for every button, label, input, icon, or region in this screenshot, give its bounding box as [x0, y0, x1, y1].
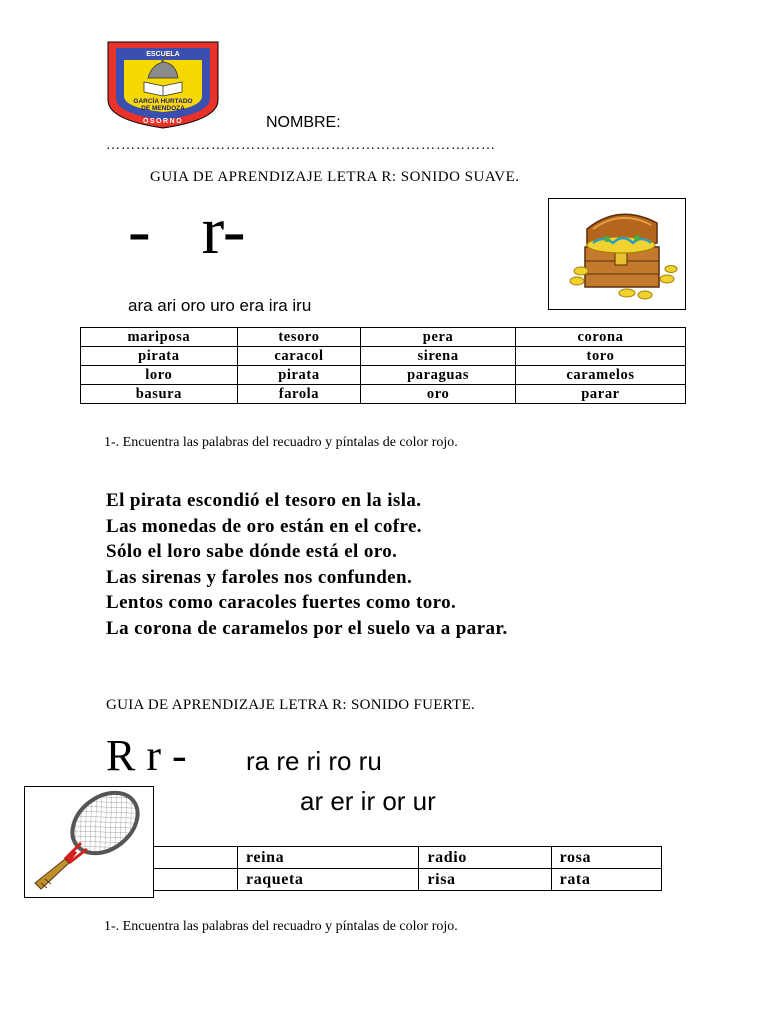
table-cell: pirata — [237, 366, 361, 385]
logo-top-text: ESCUELA — [146, 51, 180, 58]
table-cell: farola — [237, 385, 361, 404]
table-cell: loro — [81, 366, 238, 385]
table-row — [137, 847, 662, 869]
treasure-chest-image — [548, 198, 686, 310]
table-cell: pirata — [81, 347, 238, 366]
table-cell: sirena — [361, 347, 516, 366]
table-row — [137, 869, 662, 891]
table-cell: paraguas — [361, 366, 516, 385]
syllables-suave: ara ari oro uro era ira iru — [128, 296, 312, 315]
instruction-suave: 1-. Encuentra las palabras del recuadro y píntalas de color rojo. — [104, 435, 458, 450]
table-cell: caramelos — [515, 366, 685, 385]
table-cell: basura — [81, 385, 238, 404]
table-cell: reina — [238, 847, 419, 869]
table-cell: radio — [419, 847, 551, 869]
table-cell: pera — [361, 328, 516, 347]
table-cell: toro — [515, 347, 685, 366]
big-letter-r: - r- — [128, 192, 246, 268]
logo-bottom-text: OSORNO — [142, 118, 184, 125]
table-cell: raqueta — [238, 869, 419, 891]
sentence: Las sirenas y faroles nos confunden. — [106, 566, 413, 588]
sentence: El pirata escondió el tesoro en la isla. — [106, 490, 422, 511]
logo-name-line2: DE MENDOZA — [141, 105, 185, 112]
sentence: Lentos como caracoles fuertes como toro. — [106, 592, 457, 613]
table-cell: corona — [515, 328, 685, 347]
title-sonido-fuerte: GUIA DE APRENDIZAJE LETRA R: SONIDO FUERTE. — [106, 697, 476, 713]
tennis-racket-image — [24, 786, 154, 898]
syllables-fuerte-1: ra re ri ro ru — [246, 746, 382, 776]
sentence: Las monedas de oro están en el cofre. — [106, 515, 422, 537]
nombre-label: NOMBRE: — [266, 114, 341, 131]
sentence: La corona de caramelos por el suelo va a parar. — [106, 617, 508, 639]
table-row — [81, 366, 686, 385]
table-cell: risa — [419, 869, 551, 891]
table-row — [81, 347, 686, 366]
table-row — [81, 385, 686, 404]
syllables-fuerte-2: ar er ir or ur — [300, 786, 436, 816]
table-cell: caracol — [237, 347, 361, 366]
word-table-fuerte — [136, 846, 662, 891]
table-cell: parar — [515, 385, 685, 404]
table-cell: mariposa — [81, 328, 238, 347]
logo-name-line1: GARCÍA HURTADO — [133, 98, 193, 105]
table-cell: rosa — [551, 847, 661, 869]
table-row — [81, 328, 686, 347]
nombre-line[interactable]: …………………………………………………………………… — [106, 138, 496, 153]
tennis-racket-icon — [25, 787, 153, 897]
title-sonido-suave: GUIA DE APRENDIZAJE LETRA R: SONIDO SUAVE. — [150, 169, 520, 185]
sentence: Sólo el loro sabe dónde está el oro. — [106, 541, 398, 562]
word-table-suave — [80, 327, 686, 404]
treasure-chest-icon — [549, 199, 685, 309]
sentences-block — [106, 488, 508, 641]
table-cell: tesoro — [237, 328, 361, 347]
instruction-fuerte: 1-. Encuentra las palabras del recuadro y píntalas de color rojo. — [104, 919, 458, 934]
big-letter-R: R r - — [106, 731, 187, 780]
table-cell: rata — [551, 869, 661, 891]
school-logo — [104, 40, 222, 130]
table-cell: oro — [361, 385, 516, 404]
